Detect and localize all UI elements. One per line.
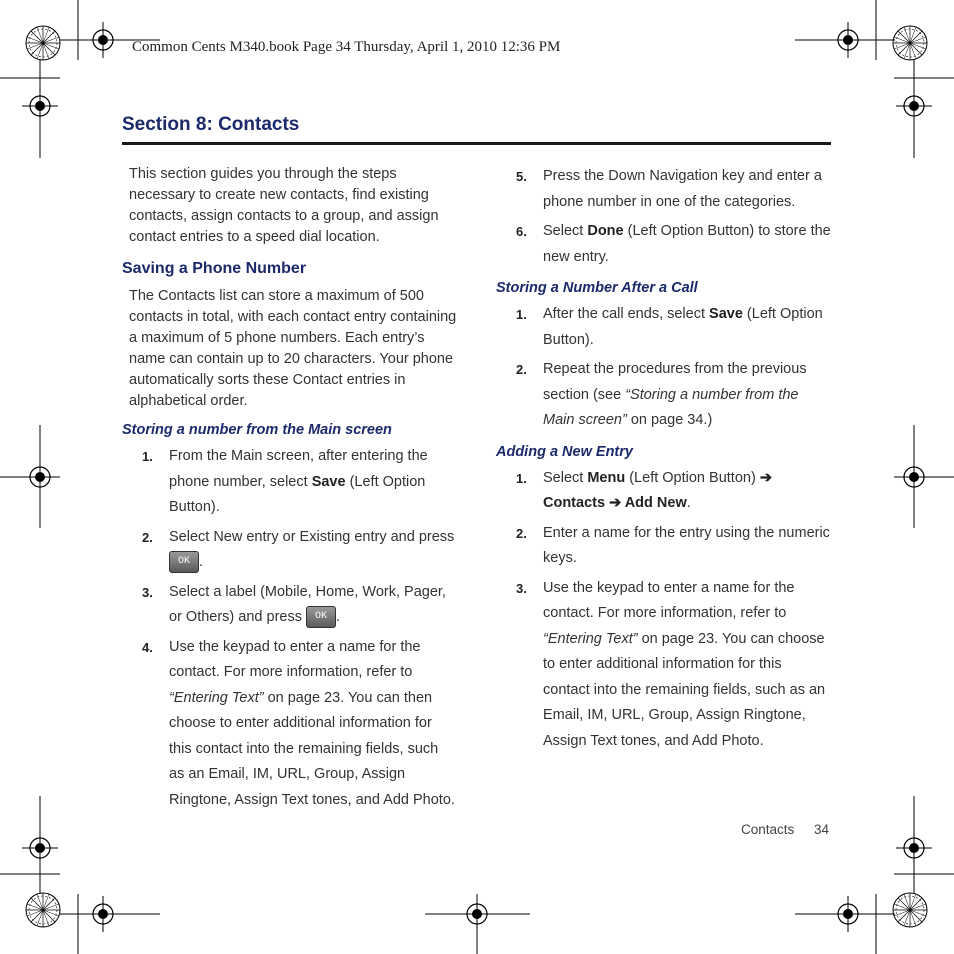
main-screen-heading: Storing a number from the Main screen <box>122 422 392 438</box>
right-column <box>496 164 831 758</box>
new-entry-steps <box>496 466 831 755</box>
list-item: 4. Use the keypad to enter a name for the contact. For more information, refer to “Entering Text” on page 23. You can then choose to enter additional information for this contact into the remaining fields, such as an Email, IM, URL, Group, Assign Ringtone, Assign Text tones, and Add Photo. <box>122 635 457 814</box>
ok-key-icon: OK <box>306 606 336 628</box>
list-item: 2. Repeat the procedures from the previous section (see “Storing a number from the Main screen” on page 34.) <box>496 357 831 434</box>
cross-reference: “Entering Text” <box>169 689 264 706</box>
list-item: 6. Select Done (Left Option Button) to store the new entry. <box>496 219 831 270</box>
softkey-label: Menu <box>587 469 626 486</box>
softkey-label: Save <box>709 306 743 322</box>
list-item: 2. Enter a name for the entry using the numeric keys. <box>496 521 831 572</box>
title-rule <box>122 142 831 145</box>
list-item: 5. Press the Down Navigation key and enter a phone number in one of the categories. <box>496 164 831 215</box>
softkey-label: Done <box>587 223 624 239</box>
after-call-steps <box>496 302 831 434</box>
intro-paragraph: This section guides you through the steps necessary to create new contacts, find existing contacts, assign contacts to a group, and assign contact entries to a speed dial location. <box>129 166 439 245</box>
list-item: 1. After the call ends, select Save (Left Option Button). <box>496 302 831 353</box>
footer-section-name: Contacts <box>741 822 795 837</box>
list-item: 3. Select a label (Mobile, Home, Work, Pager, or Others) and press OK . <box>122 580 457 631</box>
step-number: 2. <box>516 362 527 377</box>
print-job-header: Common Cents M340.book Page 34 Thursday, April 1, 2010 12:36 PM <box>132 39 561 55</box>
list-item: 3. Use the keypad to enter a name for the contact. For more information, refer to “Entering Text” on page 23. You can choose to enter additional information for this contact into the remaining fields, such as an Email, IM, URL, Group, Assign Ringtone, Assign Text tones, and Add Photo. <box>496 576 831 755</box>
step-number: 2. <box>142 529 153 545</box>
step-number: 2. <box>516 525 527 541</box>
page-number: 34 <box>814 822 830 837</box>
step-number: 1. <box>142 449 153 464</box>
cross-reference: “Storing a number from the Main screen” <box>543 386 799 428</box>
step-number: 5. <box>516 169 527 184</box>
step-number: 3. <box>142 584 153 600</box>
step-number: 4. <box>142 639 153 655</box>
saving-paragraph: The Contacts list can store a maximum of 500 contacts in total, with each contact entry containing a maximum of 5 phone numbers. Each entry’s name can contain up to 20 characters. Your phone automatically sorts these Contact entries in alphabetical order. <box>129 288 457 409</box>
left-column <box>122 164 457 817</box>
cross-reference: “Entering Text” <box>543 630 638 647</box>
step-number: 3. <box>516 580 527 596</box>
list-item: 1. Select Menu (Left Option Button) ➔ Contacts ➔ Add New. <box>496 466 831 517</box>
ok-key-icon: OK <box>169 551 199 573</box>
menu-path: ➔ Contacts ➔ Add New <box>543 469 772 511</box>
saving-heading: Saving a Phone Number <box>122 260 307 277</box>
main-screen-steps-continued <box>496 164 831 270</box>
new-entry-heading: Adding a New Entry <box>496 443 633 460</box>
after-call-heading: Storing a Number After a Call <box>496 280 698 296</box>
list-item: 2. Select New entry or Existing entry and press OK . <box>122 525 457 576</box>
step-number: 1. <box>516 307 527 322</box>
step-number: 1. <box>516 470 527 486</box>
step-number: 6. <box>516 224 527 239</box>
list-item: 1. From the Main screen, after entering the phone number, select Save (Left Option Button). <box>122 444 457 521</box>
main-screen-steps <box>122 444 457 813</box>
softkey-label: Save <box>311 473 346 490</box>
section-title: Section 8: Contacts <box>122 114 300 135</box>
